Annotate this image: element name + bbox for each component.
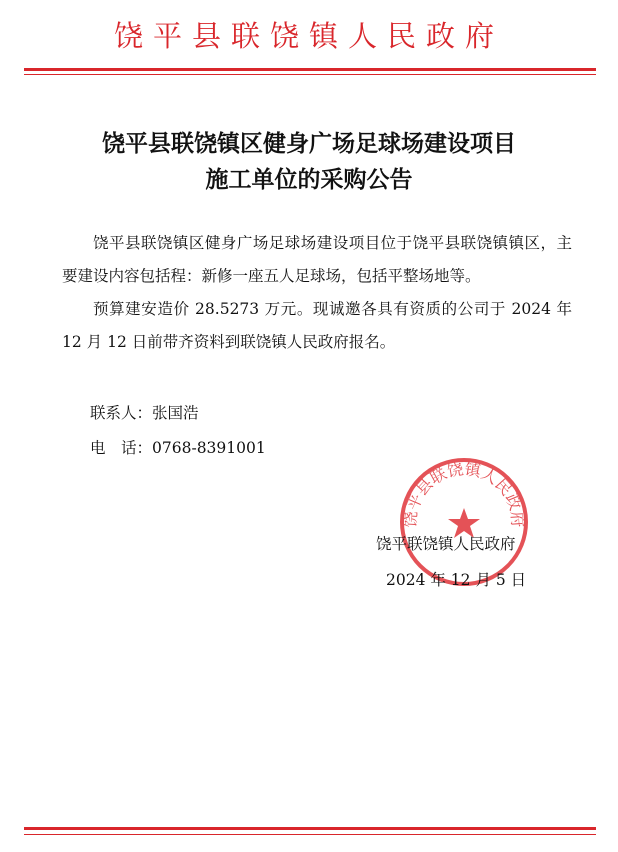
phone-number: 0768-8391001	[152, 439, 266, 457]
contact-name: 张国浩	[152, 404, 199, 422]
contact-label: 联系人：	[90, 404, 153, 422]
phone-label: 电 话：	[90, 439, 153, 457]
footer-rule-thick	[24, 827, 596, 830]
letterhead-rule-thick	[24, 68, 596, 71]
contact-person-line	[90, 400, 199, 426]
letterhead-title: 饶平县联饶镇人民政府	[113, 19, 504, 53]
footer-rule-thin	[24, 834, 596, 835]
contact-phone-line	[90, 435, 266, 461]
document-title-line2: 施工单位的采购公告	[205, 166, 413, 193]
document-title-line1: 饶平县联饶镇区健身广场足球场建设项目	[102, 130, 516, 157]
signature-organization: 饶平联饶镇人民政府	[376, 535, 516, 553]
seal-text: 饶平县联饶镇人民政府	[400, 459, 528, 528]
letterhead-rule-thin	[24, 74, 596, 75]
paragraph-project-description: 饶平县联饶镇区健身广场足球场建设项目位于饶平县联饶镇镇区，主要建设内容包括程：新修一座五人足球场，包括平整场地等。	[62, 234, 572, 285]
paragraph-budget-invitation: 预算建安造价 28.5273 万元。现诚邀各具有资质的公司于 2024 年 12 月 12 日前带齐资料到联饶镇人民政府报名。	[62, 300, 572, 351]
signature-date: 2024 年 12 月 5 日	[386, 571, 527, 589]
